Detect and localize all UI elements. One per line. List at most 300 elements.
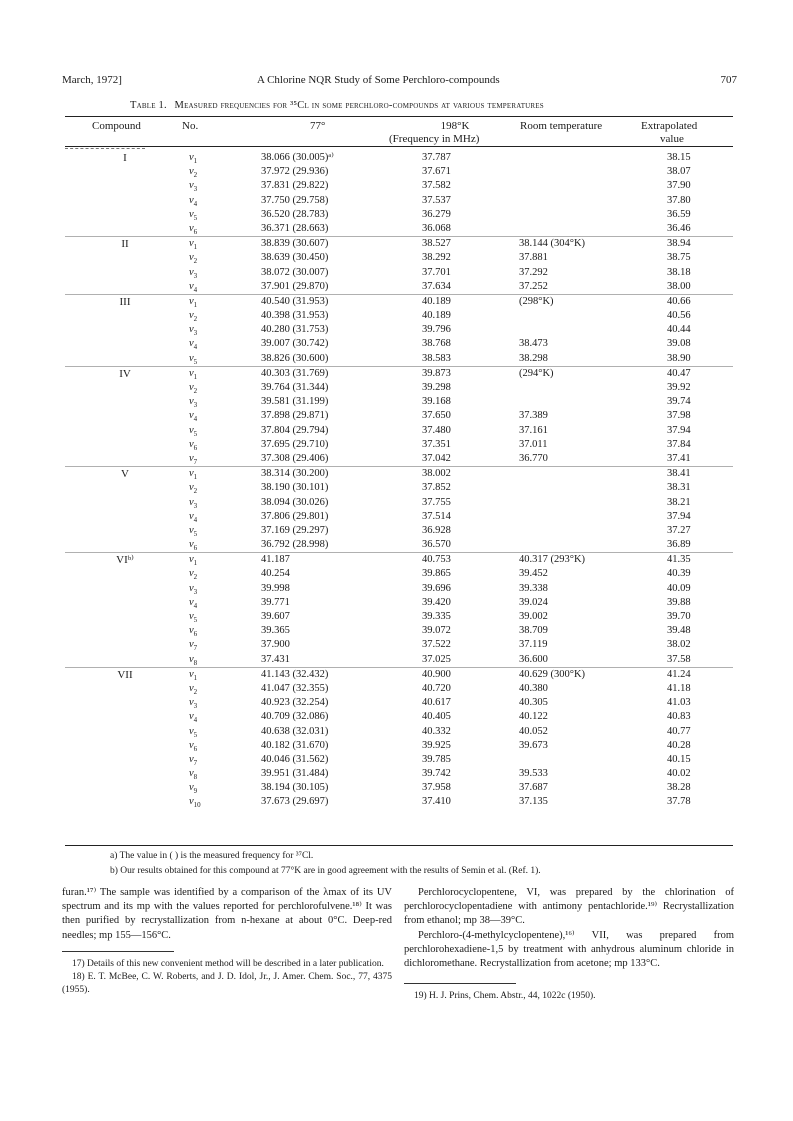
freq-room-temp-cell: 39.533 [519, 768, 548, 780]
freq-198k-cell: 37.582 [422, 180, 451, 192]
line-index: 1 [193, 473, 198, 482]
table-row [65, 582, 733, 596]
line-index: 8 [193, 773, 198, 782]
table-row [65, 753, 733, 767]
table-row [65, 381, 733, 395]
line-index: 8 [193, 658, 198, 667]
table-row [65, 739, 733, 753]
line-index: 1 [193, 300, 198, 309]
freq-198k-cell: 37.042 [422, 452, 451, 464]
table-row [65, 179, 733, 193]
freq-198k-cell: 38.002 [422, 468, 451, 480]
freq-room-temp-cell: 37.389 [519, 410, 548, 422]
freq-198k-cell: 37.701 [422, 266, 451, 278]
nu-symbol: ν [189, 367, 194, 379]
table-row [65, 424, 733, 438]
freq-room-temp-cell: 37.135 [519, 796, 548, 808]
table-row [65, 653, 733, 667]
line-index: 2 [193, 387, 198, 396]
header-compound: Compound [92, 120, 141, 132]
freq-77k-cell: 36.371 (28.663) [261, 222, 329, 234]
extrapolated-cell: 39.92 [667, 382, 691, 393]
freq-room-temp-cell: 39.338 [519, 582, 548, 594]
extrapolated-cell: 38.18 [667, 266, 691, 278]
table-row [65, 781, 733, 795]
freq-198k-cell: 38.583 [422, 352, 451, 364]
extrapolated-cell: 38.41 [667, 468, 691, 480]
line-index: 6 [193, 443, 198, 452]
freq-room-temp-cell: 37.161 [519, 424, 548, 436]
nu-symbol: ν [189, 554, 194, 566]
compound-group [65, 553, 733, 668]
compound-cell: II [121, 238, 129, 251]
extrapolated-cell: 37.41 [667, 452, 691, 464]
table-row [65, 395, 733, 409]
freq-198k-cell: 37.480 [422, 424, 451, 436]
line-index: 3 [193, 271, 198, 280]
line-index: 4 [193, 716, 198, 725]
freq-198k-cell: 37.351 [422, 438, 451, 450]
nu-symbol: ν [189, 668, 194, 680]
page-number: 707 [720, 74, 737, 86]
compound-group [65, 151, 733, 237]
extrapolated-cell: 41.03 [667, 697, 691, 709]
extrapolated-cell: 41.35 [667, 554, 691, 566]
extrapolated-cell: 37.78 [667, 796, 691, 808]
nu-symbol: ν [189, 222, 194, 234]
extrapolated-cell: 38.15 [667, 152, 691, 163]
compound-cell: III [119, 295, 131, 308]
table-row [65, 237, 733, 251]
freq-198k-cell: 39.168 [422, 396, 451, 408]
freq-77k-cell: 37.900 [261, 639, 290, 651]
table-row [65, 610, 733, 624]
freq-77k-cell: 41.143 (32.432) [261, 668, 329, 680]
line-index: 4 [193, 601, 198, 610]
freq-room-temp-cell: 38.144 (304°K) [519, 238, 586, 250]
nu-symbol: ν [189, 482, 194, 494]
line-index: 3 [193, 501, 198, 510]
freq-room-temp-cell: 40.305 [519, 697, 548, 709]
line-index: 1 [193, 372, 198, 381]
extrapolated-cell: 40.28 [667, 739, 691, 751]
extrapolated-cell: 39.48 [667, 625, 691, 637]
freq-77k-cell: 37.695 (29.710) [261, 438, 329, 450]
freq-77k-cell: 36.520 (28.783) [261, 208, 329, 220]
freq-77k-cell: 39.951 (31.484) [261, 768, 329, 780]
freq-room-temp-cell: 39.452 [519, 568, 548, 580]
freq-198k-cell: 37.537 [422, 194, 451, 206]
line-index: 2 [193, 257, 198, 266]
freq-77k-cell: 39.771 [261, 596, 290, 608]
line-index: 6 [193, 630, 198, 639]
nu-symbol: ν [189, 768, 194, 780]
compound-cell: IV [119, 367, 131, 380]
nu-symbol: ν [189, 382, 194, 393]
table-row [65, 438, 733, 452]
freq-198k-cell: 39.865 [422, 568, 451, 580]
freq-198k-cell: 37.852 [422, 482, 451, 494]
line-index: 3 [193, 702, 198, 711]
compound-cell: I [123, 152, 127, 164]
freq-room-temp-cell: 40.052 [519, 725, 548, 737]
nu-symbol: ν [189, 238, 194, 250]
extrapolated-cell: 40.39 [667, 568, 691, 580]
table-row [65, 337, 733, 351]
freq-77k-cell: 39.581 (31.199) [261, 396, 329, 408]
nu-symbol: ν [189, 280, 194, 292]
freq-77k-cell: 39.365 [261, 625, 290, 637]
freq-77k-cell: 40.709 (32.086) [261, 711, 329, 723]
nu-symbol: ν [189, 396, 194, 408]
freq-room-temp-cell: 36.600 [519, 653, 548, 665]
table-row [65, 638, 733, 652]
header-198: 198°K [440, 120, 470, 132]
article-title: A Chlorine NQR Study of Some Perchloro-compounds [257, 74, 500, 86]
body-paragraph: Perchlorocyclopentene, VI, was prepared by the chlorination of perchlorocyclopentadiene with antimony pentachloride.¹⁹⁾ Recrystallization from ethanol; mp 38—39°C. [404, 887, 734, 927]
table-row [65, 596, 733, 610]
extrapolated-cell: 36.89 [667, 539, 691, 551]
freq-77k-cell: 40.303 (31.769) [261, 367, 329, 379]
table-row [65, 452, 733, 466]
nu-symbol: ν [189, 639, 194, 651]
nu-symbol: ν [189, 310, 194, 322]
left-text-column [62, 886, 392, 997]
freq-77k-cell: 37.804 (29.794) [261, 424, 329, 436]
freq-198k-cell: 37.025 [422, 653, 451, 665]
nu-symbol: ν [189, 510, 194, 522]
freq-77k-cell: 37.901 (29.870) [261, 280, 329, 292]
table-row [65, 524, 733, 538]
extrapolated-cell: 40.66 [667, 295, 691, 307]
table-row [65, 409, 733, 423]
table-row [65, 295, 733, 309]
extrapolated-cell: 37.94 [667, 424, 691, 436]
extrapolated-cell: 38.75 [667, 252, 691, 264]
compound-group [65, 295, 733, 367]
nu-symbol: ν [189, 468, 194, 480]
freq-198k-cell: 37.958 [422, 782, 451, 794]
nu-symbol: ν [189, 208, 194, 220]
table-row [65, 538, 733, 552]
extrapolated-cell: 40.15 [667, 753, 691, 765]
freq-room-temp-cell: 40.629 (300°K) [519, 668, 586, 680]
nu-symbol: ν [189, 295, 194, 307]
freq-room-temp-cell: 40.122 [519, 711, 548, 723]
line-index: 4 [193, 199, 198, 208]
nu-symbol: ν [189, 568, 194, 580]
table-row [65, 510, 733, 524]
nu-symbol: ν [189, 438, 194, 450]
freq-room-temp-cell: 40.380 [519, 682, 548, 694]
compound-cell: VIᵇ⁾ [116, 554, 134, 567]
freq-198k-cell: 37.410 [422, 796, 451, 808]
freq-77k-cell: 40.540 (31.953) [261, 295, 329, 307]
extrapolated-cell: 37.80 [667, 194, 691, 206]
table-row [65, 668, 733, 682]
table-body [65, 151, 733, 810]
extrapolated-cell: 36.59 [667, 208, 691, 220]
footnote-18: 18) E. T. McBee, C. W. Roberts, and J. D. Idol, Jr., J. Amer. Chem. Soc., 77, 4375 (1955). [62, 971, 392, 995]
line-index: 6 [193, 228, 198, 237]
freq-198k-cell: 36.928 [422, 524, 451, 536]
line-index: 3 [193, 329, 198, 338]
table-row [65, 151, 733, 165]
header-no: No. [182, 120, 199, 132]
table-row [65, 309, 733, 323]
nu-symbol: ν [189, 611, 194, 622]
extrapolated-cell: 41.24 [667, 668, 691, 680]
freq-room-temp-cell: 37.687 [519, 782, 548, 794]
extrapolated-cell: 37.98 [667, 410, 691, 422]
nu-symbol: ν [189, 496, 194, 508]
freq-room-temp-cell: 37.119 [519, 639, 548, 651]
nu-symbol: ν [189, 739, 194, 751]
freq-room-temp-cell: 37.011 [519, 438, 548, 450]
nu-symbol: ν [189, 352, 194, 364]
line-index: 9 [193, 787, 198, 796]
line-index: 2 [193, 171, 198, 180]
table-row [65, 624, 733, 638]
freq-77k-cell: 39.007 (30.742) [261, 338, 329, 350]
nu-symbol: ν [189, 252, 194, 264]
freq-198k-cell: 36.279 [422, 208, 451, 220]
line-index: 10 [193, 801, 201, 810]
nu-symbol: ν [189, 180, 194, 192]
freq-198k-cell: 36.068 [422, 222, 451, 234]
line-index: 4 [193, 515, 198, 524]
freq-room-temp-cell: 38.473 [519, 338, 548, 350]
extrapolated-cell: 37.94 [667, 510, 691, 522]
extrapolated-cell: 39.08 [667, 338, 691, 350]
extrapolated-cell: 37.84 [667, 438, 691, 450]
freq-room-temp-cell: 38.298 [519, 352, 548, 364]
freq-198k-cell: 37.787 [422, 152, 451, 163]
compound-group [65, 237, 733, 295]
line-index: 4 [193, 285, 198, 294]
table-row [65, 710, 733, 724]
freq-room-temp-cell: 37.252 [519, 280, 548, 292]
extrapolated-cell: 38.94 [667, 238, 691, 250]
nu-symbol: ν [189, 625, 194, 637]
compound-cell: V [121, 468, 129, 481]
table-row [65, 467, 733, 481]
freq-77k-cell: 37.806 (29.801) [261, 510, 329, 522]
nu-symbol: ν [189, 266, 194, 278]
extrapolated-cell: 40.83 [667, 711, 691, 723]
freq-77k-cell: 39.998 [261, 582, 290, 594]
table-row [65, 194, 733, 208]
nu-symbol: ν [189, 782, 194, 794]
right-text-column [404, 886, 734, 1003]
freq-198k-cell: 38.292 [422, 252, 451, 264]
freq-77k-cell: 38.066 (30.005)ᵃ⁾ [261, 152, 334, 163]
table-footnote-b: b) Our results obtained for this compound at 77°K are in good agreement with the results of Semin et al. (Ref. 1). [110, 866, 541, 876]
footnote-separator [404, 983, 516, 984]
extrapolated-cell: 40.77 [667, 725, 691, 737]
compound-group [65, 367, 733, 467]
freq-77k-cell: 37.431 [261, 653, 290, 665]
journal-date: March, 1972] [62, 74, 122, 86]
freq-77k-cell: 38.190 (30.101) [261, 482, 329, 494]
freq-room-temp-cell: 40.317 (293°K) [519, 554, 586, 566]
nu-symbol: ν [189, 682, 194, 694]
footnote-19: 19) H. J. Prins, Chem. Abstr., 44, 1022c (1950). [414, 991, 596, 1002]
line-index: 2 [193, 487, 198, 496]
table-top-rule [65, 116, 733, 117]
line-index: 5 [193, 529, 198, 538]
freq-77k-cell: 37.972 (29.936) [261, 166, 329, 178]
footnote-17: 17) Details of this new convenient method will be described in a later publication. [72, 958, 384, 969]
line-index: 1 [193, 243, 198, 252]
table-row [65, 696, 733, 710]
line-number-cell [189, 795, 201, 812]
freq-198k-cell: 39.873 [422, 367, 451, 379]
freq-198k-cell: 40.332 [422, 725, 451, 737]
body-paragraph: furan.¹⁷⁾ The sample was identified by a comparison of the λmax of its UV spectrum and its mp with the values reported for perchlorofulvene.¹⁸⁾ It was then purified by recrystallization from n-hexane at about 0°C. Deep-red needles; mp 155—156°C. [62, 887, 392, 941]
freq-198k-cell: 40.189 [422, 310, 451, 322]
freq-198k-cell: 37.522 [422, 639, 451, 651]
table-row [65, 496, 733, 510]
freq-room-temp-cell: 36.770 [519, 452, 548, 464]
table-title: Measured frequencies for ³⁵Cl in some perchloro-compounds at various temperatures [174, 100, 544, 111]
freq-77k-cell: 37.308 (29.406) [261, 452, 329, 464]
table-row [65, 266, 733, 280]
nu-symbol: ν [189, 194, 194, 206]
freq-room-temp-cell: 38.709 [519, 625, 548, 637]
freq-77k-cell: 39.607 [261, 611, 290, 622]
nu-symbol: ν [189, 711, 194, 723]
line-index: 5 [193, 429, 198, 438]
freq-77k-cell: 40.046 (31.562) [261, 753, 329, 765]
freq-77k-cell: 38.194 (30.105) [261, 782, 329, 794]
header-77: 77° [310, 120, 326, 132]
extrapolated-cell: 38.00 [667, 280, 691, 292]
table-caption [130, 100, 544, 111]
freq-198k-cell: 37.755 [422, 496, 451, 508]
extrapolated-cell: 40.56 [667, 310, 691, 322]
table-header-rule [65, 146, 733, 147]
nu-symbol: ν [189, 452, 194, 464]
nu-symbol: ν [189, 596, 194, 608]
table-label: Table 1. [130, 100, 167, 111]
line-index: 5 [193, 616, 198, 625]
freq-77k-cell: 38.839 (30.607) [261, 238, 329, 250]
table-row [65, 222, 733, 236]
freq-77k-cell: 38.314 (30.200) [261, 468, 329, 480]
extrapolated-cell: 37.27 [667, 524, 691, 536]
extrapolated-cell: 38.02 [667, 639, 691, 651]
extrapolated-cell: 39.70 [667, 611, 691, 622]
table-header-dashed-rule [65, 148, 145, 149]
line-index: 3 [193, 401, 198, 410]
line-index: 1 [193, 673, 198, 682]
freq-198k-cell: 37.650 [422, 410, 451, 422]
extrapolated-cell: 36.46 [667, 222, 691, 234]
freq-77k-cell: 36.792 (28.998) [261, 539, 329, 551]
freq-77k-cell: 40.280 (31.753) [261, 324, 329, 336]
running-head [62, 74, 737, 90]
freq-77k-cell: 37.898 (29.871) [261, 410, 329, 422]
extrapolated-cell: 40.09 [667, 582, 691, 594]
freq-77k-cell: 40.182 (31.670) [261, 739, 329, 751]
freq-77k-cell: 41.047 (32.355) [261, 682, 329, 694]
extrapolated-cell: 38.31 [667, 482, 691, 494]
freq-198k-cell: 39.420 [422, 596, 451, 608]
table-bottom-rule [65, 845, 733, 846]
line-index: 6 [193, 544, 198, 553]
extrapolated-cell: 39.88 [667, 596, 691, 608]
freq-198k-cell: 40.617 [422, 697, 451, 709]
nu-symbol: ν [189, 338, 194, 350]
line-index: 6 [193, 744, 198, 753]
header-frequency-unit: (Frequency in MHz) [389, 133, 480, 145]
freq-77k-cell: 37.169 (29.297) [261, 524, 329, 536]
table-row [65, 352, 733, 366]
freq-198k-cell: 37.671 [422, 166, 451, 178]
freq-77k-cell: 38.094 (30.026) [261, 496, 329, 508]
extrapolated-cell: 37.58 [667, 653, 691, 665]
compound-group [65, 467, 733, 553]
freq-77k-cell: 40.638 (32.031) [261, 725, 329, 737]
table-header [65, 118, 733, 144]
freq-room-temp-cell: 39.024 [519, 596, 548, 608]
nu-symbol: ν [189, 152, 194, 163]
table-row [65, 481, 733, 495]
table-row [65, 682, 733, 696]
freq-198k-cell: 40.405 [422, 711, 451, 723]
line-index: 5 [193, 213, 198, 222]
freq-room-temp-cell: 37.881 [519, 252, 548, 264]
line-index: 1 [193, 157, 198, 166]
table-footnote-a: a) The value in ( ) is the measured frequency for ³⁷Cl. [110, 851, 314, 861]
footnote-separator [62, 951, 174, 952]
table-row [65, 165, 733, 179]
table-row [65, 323, 733, 337]
extrapolated-cell: 38.28 [667, 782, 691, 794]
freq-77k-cell: 40.923 (32.254) [261, 697, 329, 709]
extrapolated-cell: 40.02 [667, 768, 691, 780]
freq-77k-cell: 40.254 [261, 568, 290, 580]
table-row [65, 280, 733, 294]
line-index: 5 [193, 357, 198, 366]
table-row [65, 567, 733, 581]
nu-symbol: ν [189, 796, 194, 808]
header-extrapolated-value: value [660, 133, 684, 145]
freq-198k-cell: 39.696 [422, 582, 451, 594]
freq-77k-cell: 38.072 (30.007) [261, 266, 329, 278]
freq-77k-cell: 38.639 (30.450) [261, 252, 329, 264]
nu-symbol: ν [189, 697, 194, 709]
compound-group [65, 668, 733, 810]
freq-room-temp-cell: 39.673 [519, 739, 548, 751]
extrapolated-cell: 39.74 [667, 396, 691, 408]
header-room-temperature: Room temperature [520, 120, 603, 132]
extrapolated-cell: 38.07 [667, 166, 691, 178]
extrapolated-cell: 41.18 [667, 682, 691, 694]
line-index: 3 [193, 587, 198, 596]
table-row [65, 367, 733, 381]
freq-77k-cell: 41.187 [261, 554, 290, 566]
line-index: 5 [193, 730, 198, 739]
freq-198k-cell: 38.768 [422, 338, 451, 350]
extrapolated-cell: 38.21 [667, 496, 691, 508]
line-index: 2 [193, 315, 198, 324]
table-row [65, 725, 733, 739]
freq-room-temp-cell: 37.292 [519, 266, 548, 278]
freq-198k-cell: 40.189 [422, 295, 451, 307]
freq-198k-cell: 39.742 [422, 768, 451, 780]
